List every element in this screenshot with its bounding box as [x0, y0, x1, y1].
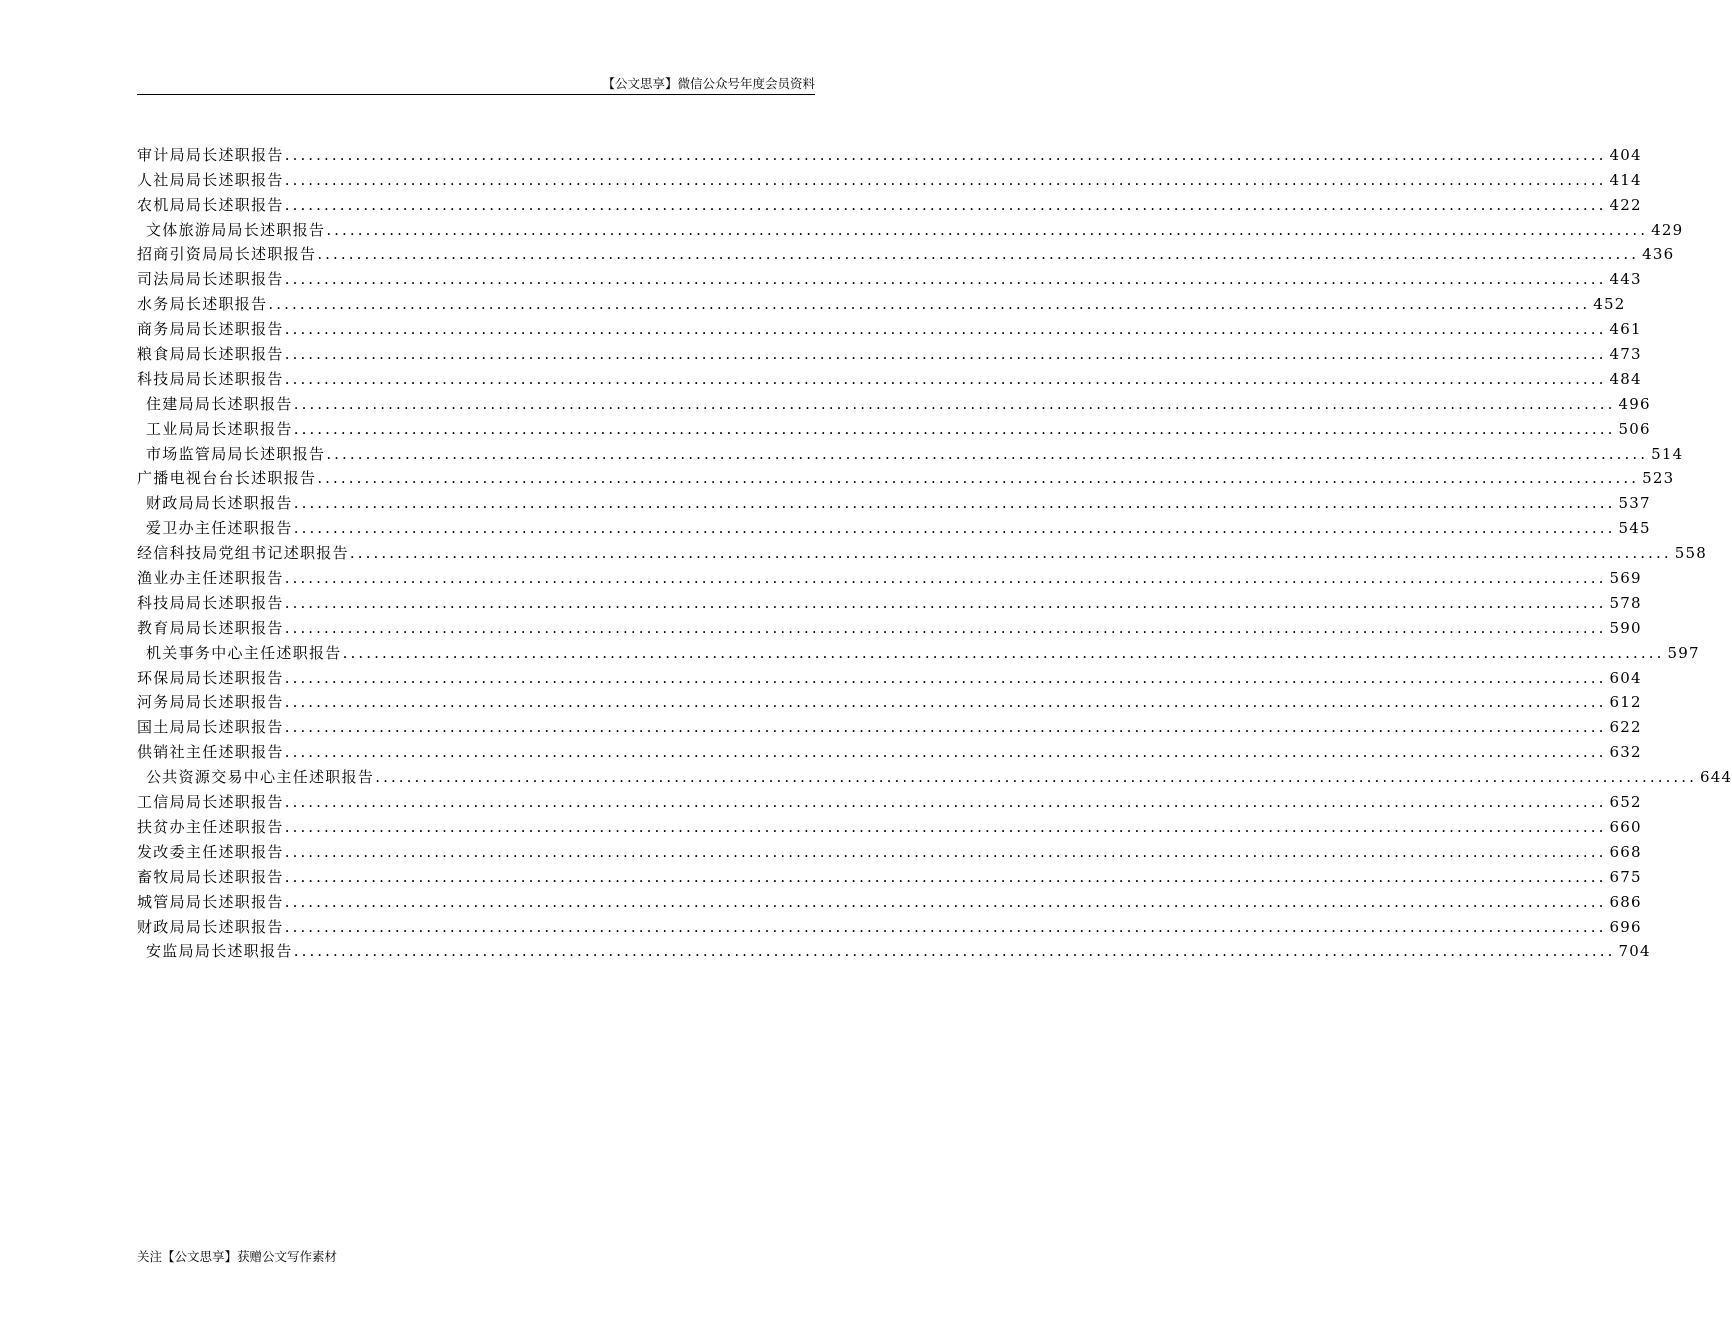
- toc-entry-title: 广播电视台台长述职报告: [137, 469, 317, 488]
- toc-entry-page-number: 660: [1609, 817, 1642, 836]
- toc-dot-leader: ........................................................................................................................................................................: [284, 145, 1607, 164]
- toc-entry-page-number: 668: [1609, 842, 1642, 861]
- toc-entry[interactable]: [137, 612, 1642, 637]
- toc-entry-page-number: 622: [1609, 718, 1642, 737]
- toc-dot-leader: ........................................................................................................................................................................: [317, 469, 1640, 488]
- page-footer: 关注【公文思享】获赠公文写作素材: [137, 1249, 338, 1264]
- toc-dot-leader: ........................................................................................................................................................................: [293, 519, 1616, 538]
- toc-entry-page-number: 675: [1609, 867, 1642, 886]
- toc-entry[interactable]: [137, 687, 1642, 712]
- toc-entry-page-number: 436: [1642, 245, 1675, 264]
- toc-dot-leader: ........................................................................................................................................................................: [293, 494, 1616, 513]
- toc-entry-page-number: 696: [1609, 917, 1642, 936]
- toc-dot-leader: ........................................................................................................................................................................: [326, 444, 1649, 463]
- toc-entry-title: 教育局局长述职报告: [137, 618, 284, 637]
- toc-entry[interactable]: [137, 239, 1675, 264]
- toc-entry[interactable]: [137, 438, 1684, 463]
- toc-entry-page-number: 506: [1618, 419, 1651, 438]
- toc-dot-leader: ........................................................................................................................................................................: [293, 419, 1616, 438]
- toc-entry[interactable]: [137, 214, 1684, 239]
- toc-dot-leader: ........................................................................................................................................................................: [293, 394, 1616, 413]
- toc-dot-leader: ........................................................................................................................................................................: [284, 693, 1607, 712]
- toc-entry[interactable]: [137, 711, 1642, 737]
- table-of-contents: [137, 139, 1732, 961]
- toc-entry[interactable]: [137, 139, 1642, 164]
- toc-dot-leader: ........................................................................................................................................................................: [284, 618, 1607, 637]
- toc-dot-leader: ........................................................................................................................................................................: [284, 345, 1607, 364]
- toc-dot-leader: ........................................................................................................................................................................: [284, 270, 1607, 289]
- toc-entry-title: 渔业办主任述职报告: [137, 569, 284, 588]
- toc-entry[interactable]: [137, 313, 1642, 339]
- toc-entry[interactable]: [137, 388, 1651, 413]
- toc-entry-page-number: 496: [1618, 394, 1651, 413]
- toc-entry-page-number: 484: [1609, 369, 1642, 388]
- toc-dot-leader: ........................................................................................................................................................................: [284, 195, 1607, 214]
- toc-entry-title: 商务局局长述职报告: [137, 320, 284, 339]
- toc-entry-title: 公共资源交易中心主任述职报告: [146, 768, 375, 787]
- toc-entry-title: 住建局局长述职报告: [146, 394, 293, 413]
- toc-dot-leader: ........................................................................................................................................................................: [268, 295, 1591, 314]
- toc-entry[interactable]: [137, 512, 1651, 538]
- toc-dot-leader: ........................................................................................................................................................................: [284, 569, 1607, 588]
- toc-entry-title: 畜牧局局长述职报告: [137, 867, 284, 886]
- toc-entry[interactable]: [137, 288, 1626, 314]
- toc-entry[interactable]: [137, 936, 1651, 961]
- toc-dot-leader: ........................................................................................................................................................................: [284, 867, 1607, 886]
- toc-entry-title: 农机局局长述职报告: [137, 195, 284, 214]
- toc-entry[interactable]: [137, 637, 1700, 662]
- toc-dot-leader: ........................................................................................................................................................................: [342, 643, 1665, 662]
- toc-entry[interactable]: [137, 463, 1675, 488]
- toc-entry-title: 文体旅游局局长述职报告: [146, 220, 326, 239]
- toc-entry[interactable]: [137, 811, 1642, 836]
- toc-entry-page-number: 473: [1609, 345, 1642, 364]
- toc-entry-page-number: 545: [1618, 519, 1651, 538]
- toc-entry-page-number: 429: [1651, 220, 1684, 239]
- toc-dot-leader: ........................................................................................................................................................................: [375, 768, 1698, 787]
- toc-dot-leader: ........................................................................................................................................................................: [284, 369, 1607, 388]
- toc-entry-page-number: 704: [1618, 942, 1651, 961]
- toc-entry-title: 工业局局长述职报告: [146, 419, 293, 438]
- toc-entry-page-number: 644: [1700, 768, 1732, 787]
- toc-entry-title: 水务局长述职报告: [137, 295, 268, 314]
- toc-dot-leader: ........................................................................................................................................................................: [349, 544, 1672, 563]
- toc-entry-page-number: 632: [1609, 743, 1642, 762]
- toc-entry[interactable]: [137, 836, 1642, 861]
- toc-entry-page-number: 597: [1667, 643, 1700, 662]
- toc-entry-page-number: 612: [1609, 693, 1642, 712]
- toc-dot-leader: ........................................................................................................................................................................: [284, 892, 1607, 911]
- toc-dot-leader: ........................................................................................................................................................................: [284, 743, 1607, 762]
- toc-entry[interactable]: [137, 886, 1642, 911]
- toc-entry-page-number: 422: [1609, 195, 1642, 214]
- toc-entry[interactable]: [137, 786, 1642, 812]
- toc-entry-title: 工信局局长述职报告: [137, 793, 284, 812]
- toc-entry-page-number: 652: [1609, 793, 1642, 812]
- toc-entry[interactable]: [137, 189, 1642, 214]
- toc-dot-leader: ........................................................................................................................................................................: [326, 220, 1649, 239]
- toc-entry[interactable]: [137, 338, 1642, 364]
- toc-entry-title: 粮食局局长述职报告: [137, 345, 284, 364]
- toc-entry-page-number: 686: [1609, 892, 1642, 911]
- toc-dot-leader: ........................................................................................................................................................................: [284, 793, 1607, 812]
- toc-entry[interactable]: [137, 487, 1651, 513]
- toc-entry-title: 环保局局长述职报告: [137, 668, 284, 687]
- toc-entry-page-number: 452: [1593, 295, 1626, 314]
- toc-entry-title: 国土局局长述职报告: [137, 718, 284, 737]
- page-header: [137, 74, 815, 95]
- toc-entry[interactable]: [137, 662, 1642, 687]
- toc-dot-leader: ........................................................................................................................................................................: [284, 593, 1607, 612]
- toc-entry-title: 发改委主任述职报告: [137, 842, 284, 861]
- toc-entry-title: 机关事务中心主任述职报告: [146, 643, 342, 662]
- header-text: 【公文思享】微信公众号年度会员资料: [602, 76, 815, 91]
- toc-entry[interactable]: [137, 761, 1732, 787]
- toc-entry-page-number: 514: [1651, 444, 1684, 463]
- toc-entry[interactable]: [137, 562, 1642, 588]
- toc-entry[interactable]: [137, 164, 1642, 189]
- toc-entry-title: 安监局局长述职报告: [146, 942, 293, 961]
- toc-entry-title: 供销社主任述职报告: [137, 743, 284, 762]
- toc-entry[interactable]: [137, 736, 1642, 762]
- toc-entry-title: 人社局局长述职报告: [137, 170, 284, 189]
- toc-entry-page-number: 590: [1609, 618, 1642, 637]
- toc-dot-leader: ........................................................................................................................................................................: [284, 718, 1607, 737]
- toc-entry-title: 市场监管局局长述职报告: [146, 444, 326, 463]
- toc-entry-page-number: 604: [1609, 668, 1642, 687]
- toc-dot-leader: ........................................................................................................................................................................: [317, 245, 1640, 264]
- toc-entry-page-number: 414: [1609, 170, 1642, 189]
- toc-entry-page-number: 558: [1674, 544, 1707, 563]
- toc-entry-title: 经信科技局党组书记述职报告: [137, 544, 349, 563]
- toc-entry[interactable]: [137, 587, 1642, 612]
- toc-dot-leader: ........................................................................................................................................................................: [284, 668, 1607, 687]
- toc-entry[interactable]: [137, 413, 1651, 438]
- toc-entry-page-number: 578: [1609, 593, 1642, 612]
- toc-entry-title: 司法局局长述职报告: [137, 270, 284, 289]
- toc-entry-page-number: 404: [1609, 145, 1642, 164]
- toc-entry-title: 河务局局长述职报告: [137, 693, 284, 712]
- toc-entry-page-number: 461: [1609, 320, 1642, 339]
- toc-entry-title: 爱卫办主任述职报告: [146, 519, 293, 538]
- toc-entry-page-number: 523: [1642, 469, 1675, 488]
- toc-entry-title: 财政局局长述职报告: [137, 917, 284, 936]
- toc-entry[interactable]: [137, 363, 1642, 388]
- toc-entry-title: 财政局局长述职报告: [146, 494, 293, 513]
- toc-entry-title: 科技局局长述职报告: [137, 369, 284, 388]
- toc-entry[interactable]: [137, 911, 1642, 936]
- toc-entry[interactable]: [137, 861, 1642, 886]
- toc-dot-leader: ........................................................................................................................................................................: [293, 942, 1616, 961]
- toc-entry-title: 审计局局长述职报告: [137, 145, 284, 164]
- toc-entry[interactable]: [137, 263, 1642, 289]
- toc-dot-leader: ........................................................................................................................................................................: [284, 320, 1607, 339]
- toc-entry-title: 城管局局长述职报告: [137, 892, 284, 911]
- toc-entry-title: 招商引资局局长述职报告: [137, 245, 317, 264]
- toc-dot-leader: ........................................................................................................................................................................: [284, 917, 1607, 936]
- toc-entry-page-number: 443: [1609, 270, 1642, 289]
- toc-entry-title: 扶贫办主任述职报告: [137, 817, 284, 836]
- toc-entry-page-number: 569: [1609, 569, 1642, 588]
- toc-dot-leader: ........................................................................................................................................................................: [284, 842, 1607, 861]
- toc-entry[interactable]: [137, 537, 1707, 563]
- toc-entry-title: 科技局局长述职报告: [137, 593, 284, 612]
- toc-dot-leader: ........................................................................................................................................................................: [284, 817, 1607, 836]
- toc-dot-leader: ........................................................................................................................................................................: [284, 170, 1607, 189]
- toc-entry-page-number: 537: [1618, 494, 1651, 513]
